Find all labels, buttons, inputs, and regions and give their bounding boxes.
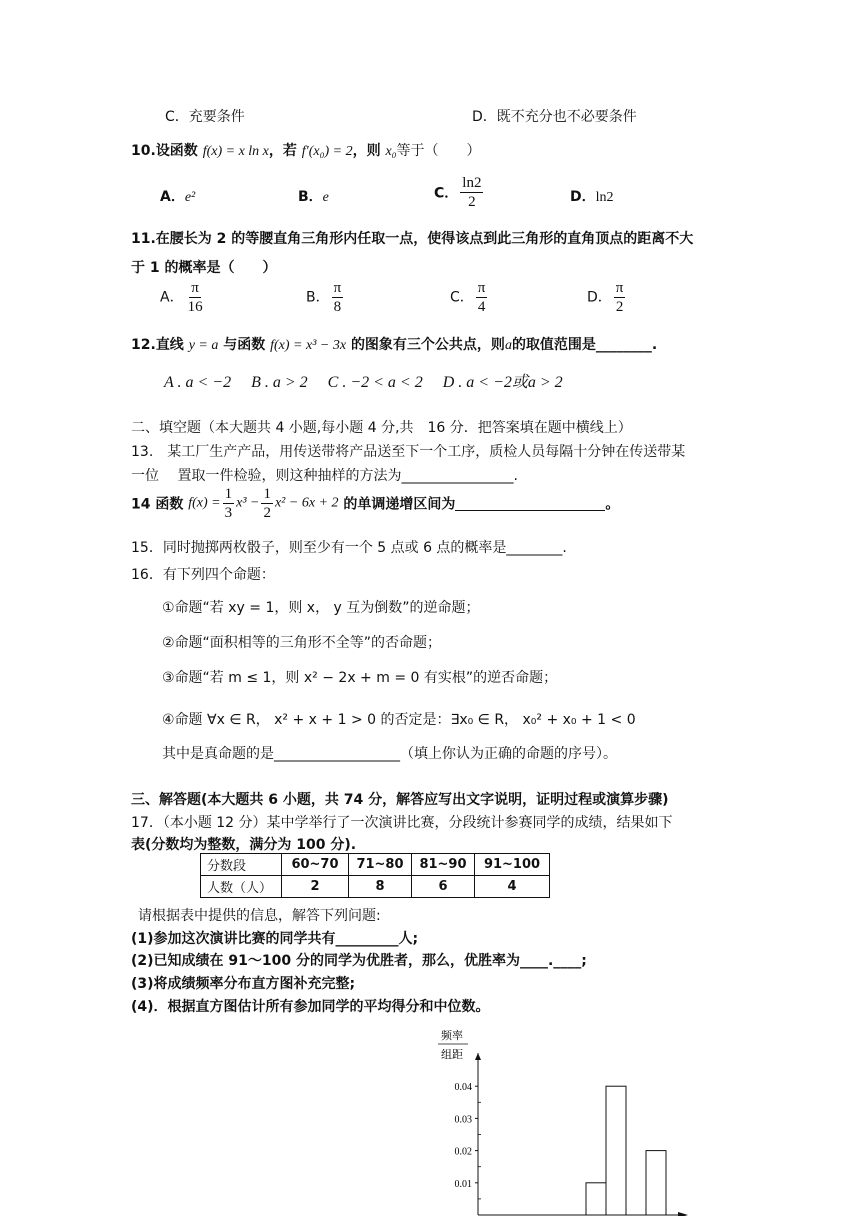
- q11-line1: 11.在腰长为 2 的等腰直角三角形内任取一点，使得该点到此三角形的直角顶点的距离不大: [131, 231, 694, 247]
- q11-option-a-fraction: [186, 279, 205, 316]
- q10-option-a: [160, 186, 195, 206]
- table-range-1: 60~70: [282, 854, 349, 876]
- q14-func: f(x) =: [188, 495, 221, 511]
- q16-head: 16．有下列四个命题：: [131, 567, 275, 583]
- q12-var: a: [504, 338, 512, 353]
- q16-tail: 其中是真命题的是__________________（填上你认为正确的命题的序号）。: [162, 746, 617, 762]
- q14-suffix: 的单调递增区间为: [343, 496, 456, 513]
- q17-sub4: (4)．根据直方图估计所有参加同学的平均得分和中位数。: [131, 999, 490, 1015]
- y-tick-label: 0.01: [454, 1178, 472, 1190]
- q14-mid1: x³ −: [236, 495, 260, 511]
- q12-text-b: 与函数: [223, 337, 266, 353]
- q10-func: f(x) = x ln x: [202, 144, 269, 159]
- table-range-2: 71~80: [349, 854, 412, 876]
- q14-f2-den: 2: [263, 505, 271, 521]
- table-range-3: 81~90: [412, 854, 475, 876]
- q10-text-c: ，则: [352, 143, 381, 159]
- q11-option-d-den: 2: [615, 299, 624, 315]
- x-axis-arrow: [678, 1212, 688, 1216]
- q17-prompt: 请根据表中提供的信息，解答下列问题:: [138, 908, 381, 924]
- q17-line2: 表(分数均为整数，满分为 100 分).: [131, 837, 357, 853]
- q10-option-d-label: D．: [570, 189, 596, 205]
- q10-option-c-label: C．: [434, 185, 459, 202]
- q11-option-c-fraction: [476, 279, 488, 316]
- q12-expr1: y = a: [188, 338, 219, 353]
- q11-option-b-label: B．: [306, 289, 330, 306]
- q17-sub1: (1)参加这次演讲比赛的同学共有_________人;: [131, 931, 419, 947]
- ylabel-numerator: 频率: [441, 1029, 463, 1042]
- q16-item-2: ②命题“面积相等的三角形不全等”的否命题；: [162, 635, 442, 651]
- q17-line1: 17．（本小题 12 分）某中学举行了一次演讲比赛，分段统计参赛同学的成绩，结果如下: [131, 815, 673, 831]
- q11-option-c: [450, 279, 489, 316]
- q10-text-a: 设函数: [155, 143, 198, 159]
- q14: [131, 485, 619, 522]
- table-count-3: 6: [412, 876, 475, 898]
- q11-option-c-num: π: [477, 280, 486, 296]
- q10-option-b-label: B．: [298, 189, 323, 205]
- q14-f2-num: 1: [263, 486, 271, 502]
- q10-text-d: 等于（ ）: [396, 143, 481, 159]
- histogram-bar: [646, 1151, 666, 1215]
- frequency-histogram: [430, 1025, 700, 1216]
- q10-option-d-value: ln2: [595, 190, 614, 205]
- q11-option-b-num: π: [333, 280, 342, 296]
- score-table: [200, 853, 550, 898]
- table-row-label: 人数（人）: [201, 876, 282, 898]
- q13-line1: 13. 某工厂生产产品，用传送带将产品送至下一个工序，质检人员每隔十分钟在传送带某: [131, 444, 686, 460]
- q14-f1-num: 1: [224, 486, 233, 502]
- q14-fraction-1: [223, 485, 235, 522]
- y-tick-label: 0.02: [454, 1146, 472, 1158]
- q14-fraction-2: [261, 485, 273, 522]
- q11-option-a: [160, 279, 207, 316]
- q10-text-b: ，若: [268, 143, 297, 159]
- q10-option-a-value: e²: [184, 190, 196, 205]
- q11-option-d-num: π: [615, 280, 624, 296]
- table-count-2: 8: [349, 876, 412, 898]
- q11-line2: 于 1 的概率是（ ）: [131, 260, 277, 276]
- table-count-4: 4: [475, 876, 550, 898]
- histogram-y-ticks: [455, 1082, 482, 1199]
- q9-option-d: D．既不充分也不必要条件: [472, 109, 637, 125]
- q10-option-c-num: ln2: [462, 175, 482, 191]
- score-table-count-row: [201, 876, 550, 898]
- q10-number: 10.: [131, 143, 156, 159]
- q12-stem: [131, 334, 657, 354]
- q14-answer-blank[interactable]: [455, 496, 605, 511]
- q14-end: 。: [605, 496, 620, 513]
- q11-option-c-den: 4: [477, 299, 486, 315]
- q16-item-1: ①命题“若 xy = 1，则 x， y 互为倒数”的逆命题；: [162, 600, 480, 616]
- q10-var: x₀: [385, 144, 397, 159]
- q15: 15．同时抛掷两枚骰子，则至少有一个 5 点或 6 点的概率是________.: [131, 540, 567, 556]
- q12-number: 12.: [131, 337, 156, 353]
- histogram-bar: [586, 1183, 606, 1215]
- q11-option-b-fraction: [332, 279, 344, 316]
- q11-option-b-den: 8: [333, 299, 342, 315]
- q16-item-3: ③命题“若 m ≤ 1，则 x² − 2x + m = 0 有实根”的逆否命题；: [162, 670, 558, 686]
- q12-options: A . a < −2 B . a > 2 C . −2 < a < 2 D . a < −2或a > 2: [164, 374, 563, 391]
- q9-option-c: C．充要条件: [165, 109, 245, 125]
- section2-heading: 二、填空题（本大题共 4 小题,每小题 4 分,共 16 分．把答案填在题中横线上）: [131, 420, 632, 436]
- q12-text-a: 直线: [155, 337, 184, 353]
- q14-prefix: 14 函数: [131, 496, 184, 513]
- y-tick-label: 0.03: [454, 1114, 472, 1126]
- table-count-1: 2: [282, 876, 349, 898]
- table-header-label: 分数段: [201, 854, 282, 876]
- histogram-bar: [606, 1086, 626, 1215]
- q11-option-b: [306, 279, 345, 316]
- ylabel-denominator: 组距: [441, 1048, 463, 1061]
- q10-option-c-fraction: [460, 174, 483, 211]
- score-table-header-row: [201, 854, 550, 876]
- q17-sub3: (3)将成绩频率分布直方图补充完整;: [131, 976, 356, 992]
- q11-option-d-label: D．: [587, 289, 612, 306]
- table-range-4: 91~100: [475, 854, 550, 876]
- q14-f1-den: 3: [224, 505, 233, 521]
- q12-text-c: 的图象有三个公共点，则: [350, 337, 505, 353]
- y-axis-arrow: [475, 1053, 481, 1060]
- q13-line2: 一位 置取一件检验，则这种抽样的方法为________________.: [131, 468, 518, 484]
- q10-option-c: [434, 174, 485, 211]
- q11-option-a-den: 16: [187, 299, 203, 315]
- q10-stem: [131, 140, 481, 160]
- section3-heading: 三、解答题(本大题共 6 小题，共 74 分，解答应写出文字说明，证明过程或演算步骤): [131, 792, 669, 808]
- q11-option-d-fraction: [614, 279, 626, 316]
- q10-option-b-value: e: [322, 190, 329, 205]
- q10-cond: f′(x₀) = 2: [301, 144, 353, 159]
- q12-expr2: f(x) = x³ − 3x: [270, 338, 347, 353]
- q17-sub2: (2)已知成绩在 91～100 分的同学为优胜者，那么，优胜率为____.____;: [131, 953, 587, 969]
- q16-item-4: ④命题 ∀x ∈ R， x² + x + 1 > 0 的否定是：∃x₀ ∈ R， x₀² + x₀ + 1 < 0: [162, 712, 636, 728]
- y-tick-label: 0.04: [454, 1082, 472, 1094]
- q12-text-d: 的取值范围是________.: [511, 337, 658, 353]
- q14-mid2: x² − 6x + 2: [274, 495, 339, 511]
- q11-option-c-label: C．: [450, 289, 474, 306]
- q10-option-a-label: A．: [160, 189, 185, 205]
- q10-option-c-den: 2: [468, 194, 476, 210]
- q11-option-d: [587, 279, 627, 316]
- histogram-bars: [586, 1086, 666, 1215]
- q10-option-d: [570, 186, 614, 206]
- q11-option-a-num: π: [191, 280, 199, 296]
- q10-option-b: [298, 186, 329, 206]
- q11-option-a-label: A．: [160, 289, 184, 306]
